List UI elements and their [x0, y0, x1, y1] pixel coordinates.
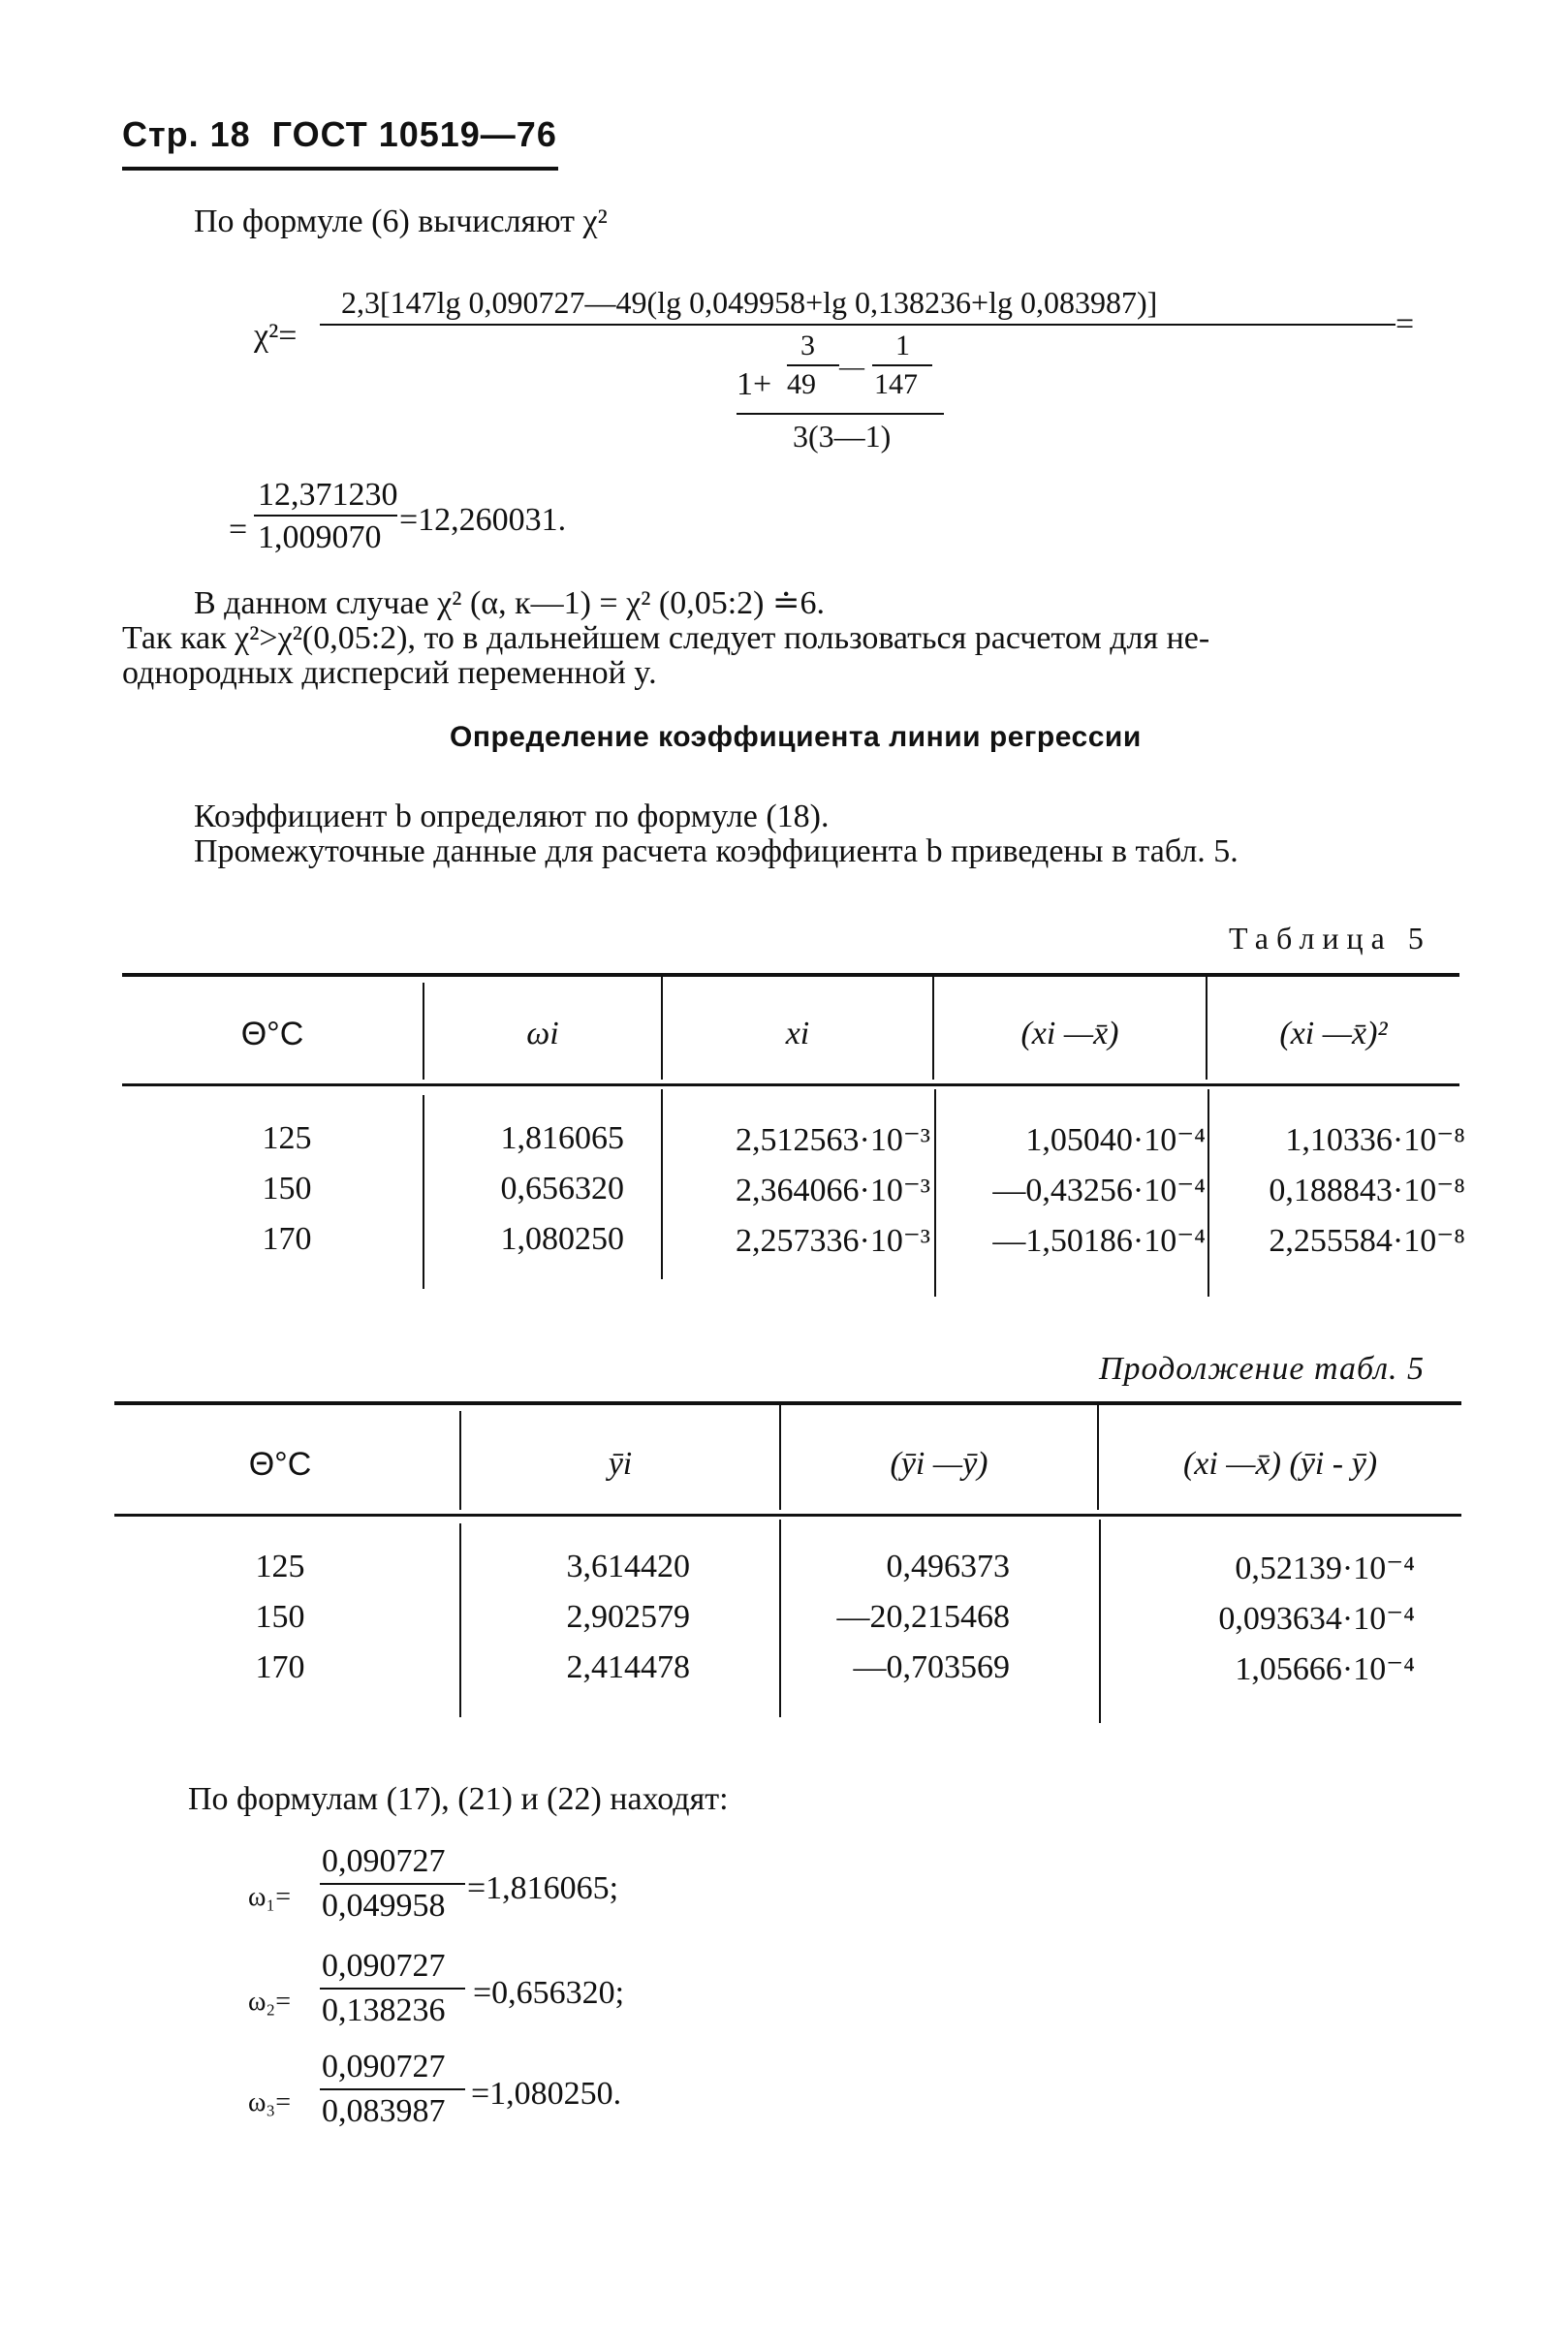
result-eq: =12,260031. [399, 502, 567, 538]
table-cell: 1,05666·10⁻⁴ [1235, 1651, 1415, 1687]
omega1-den: 0,049958 [322, 1888, 446, 1924]
omega3-den: 0,083987 [322, 2093, 446, 2129]
omega2-bar [320, 1988, 465, 1990]
inner-f2-den: 147 [874, 368, 918, 400]
inner-minus: — [839, 353, 864, 381]
t5b-head-dy: (ȳi —ȳ) [890, 1446, 988, 1482]
table5-label: Таблица 5 [1229, 921, 1431, 956]
table-cell: 2,902579 [566, 1599, 690, 1635]
omega3-lhs: ω₃= [248, 2087, 291, 2117]
t5-head-omega: ωi [526, 1016, 559, 1051]
table5-top-rule [122, 973, 1459, 977]
inner-f2-num: 1 [895, 329, 910, 361]
chi-eq-end: = [1396, 306, 1415, 342]
t5-head-dx2: (xi —x̄)² [1279, 1016, 1388, 1051]
section-title: Определение коэффициента линии регрессии [450, 721, 1142, 753]
omega2-num: 0,090727 [322, 1948, 446, 1984]
table5b-top-rule [114, 1401, 1461, 1405]
table-cell: 170 [262, 1221, 312, 1257]
omega3-res: =1,080250. [471, 2076, 622, 2112]
omega1-lhs: ω₁= [248, 1882, 291, 1912]
para2-line2: однородных дисперсий переменной y. [122, 655, 657, 691]
page-header: Стр. 18 ГОСТ 10519—76 [122, 114, 557, 154]
table-cell: 150 [255, 1599, 305, 1635]
para1: В данном случае χ² (α, к—1) = χ² (0,05:2) ≐6. [194, 585, 825, 621]
table-cell: —0,43256·10⁻⁴ [992, 1173, 1206, 1208]
header-rule [122, 167, 558, 171]
table-cell: 1,10336·10⁻⁸ [1285, 1122, 1465, 1158]
table-cell: 1,080250 [500, 1221, 624, 1257]
formulas-intro: По формулам (17), (21) и (22) находят: [188, 1781, 729, 1817]
table-cell: 2,255584·10⁻⁸ [1269, 1223, 1465, 1259]
inner-f1-bar [787, 364, 839, 366]
para3-line2: Промежуточные данные для расчета коэффициента b приведены в табл. 5. [194, 833, 1239, 869]
omega3-bar [320, 2088, 465, 2090]
omega2-res: =0,656320; [473, 1975, 625, 2011]
table-cell: 170 [255, 1649, 305, 1685]
t5b-head-theta: Θ°C [248, 1446, 312, 1483]
table-cell: —0,703569 [853, 1649, 1010, 1685]
result-den: 1,009070 [258, 519, 382, 555]
t5-head-theta: Θ°C [240, 1016, 304, 1052]
table-cell: 2,512563·10⁻³ [736, 1122, 930, 1158]
table-cell: 125 [255, 1549, 305, 1584]
inner-denominator-bar [737, 413, 944, 415]
inner-one-plus: 1+ [737, 366, 772, 402]
chi-lhs: χ²= [254, 318, 298, 354]
omega1-bar [320, 1883, 465, 1885]
inner-f1-den: 49 [787, 368, 816, 400]
para3-line1: Коэффициент b определяют по формуле (18). [194, 799, 830, 834]
para2-line1: Так как χ²>χ²(0,05:2), то в дальнейшем следует пользоваться расчетом для не- [122, 620, 1210, 656]
t5b-head-y: ȳi [608, 1446, 633, 1482]
table-cell: 2,364066·10⁻³ [736, 1173, 930, 1208]
table-cell: 2,257336·10⁻³ [736, 1223, 930, 1259]
table5b-label: Продолжение табл. 5 [1099, 1351, 1426, 1387]
chi-main-fraction-bar [320, 324, 1396, 326]
t5-head-x: xi [785, 1016, 810, 1051]
table-cell: 3,614420 [566, 1549, 690, 1584]
table-cell: 1,05040·10⁻⁴ [1025, 1122, 1206, 1158]
omega3-num: 0,090727 [322, 2049, 446, 2085]
result-prefix: = [229, 512, 248, 548]
table-cell: 0,188843·10⁻⁸ [1269, 1173, 1465, 1208]
table5b-header-rule [114, 1514, 1461, 1517]
result-bar [254, 515, 397, 517]
table-cell: —20,215468 [836, 1599, 1010, 1635]
omega1-res: =1,816065; [467, 1870, 619, 1906]
table-cell: 0,656320 [500, 1171, 624, 1207]
t5-head-dx: (xi —x̄) [1020, 1016, 1119, 1051]
omega1-num: 0,090727 [322, 1843, 446, 1879]
omega2-den: 0,138236 [322, 1992, 446, 2028]
table-cell: 0,52139·10⁻⁴ [1235, 1551, 1415, 1586]
table-cell: 150 [262, 1171, 312, 1207]
table-cell: —1,50186·10⁻⁴ [992, 1223, 1206, 1259]
inner-denominator: 3(3—1) [793, 419, 892, 454]
table-cell: 125 [262, 1120, 312, 1156]
table-cell: 2,414478 [566, 1649, 690, 1685]
table5-header-rule [122, 1083, 1459, 1086]
omega2-lhs: ω₂= [248, 1987, 291, 2017]
result-num: 12,371230 [258, 477, 398, 513]
table-cell: 1,816065 [500, 1120, 624, 1156]
chi-numerator: 2,3[147lg 0,090727—49(lg 0,049958+lg 0,138236+lg 0,083987)] [341, 285, 1158, 320]
table-cell: 0,093634·10⁻⁴ [1218, 1601, 1415, 1637]
intro-text: По формуле (6) вычисляют χ² [194, 204, 608, 239]
inner-f2-bar [872, 364, 932, 366]
table-cell: 0,496373 [886, 1549, 1010, 1584]
t5b-head-dxdy: (xi —x̄) (ȳi - ȳ) [1182, 1446, 1378, 1482]
inner-f1-num: 3 [800, 329, 815, 361]
